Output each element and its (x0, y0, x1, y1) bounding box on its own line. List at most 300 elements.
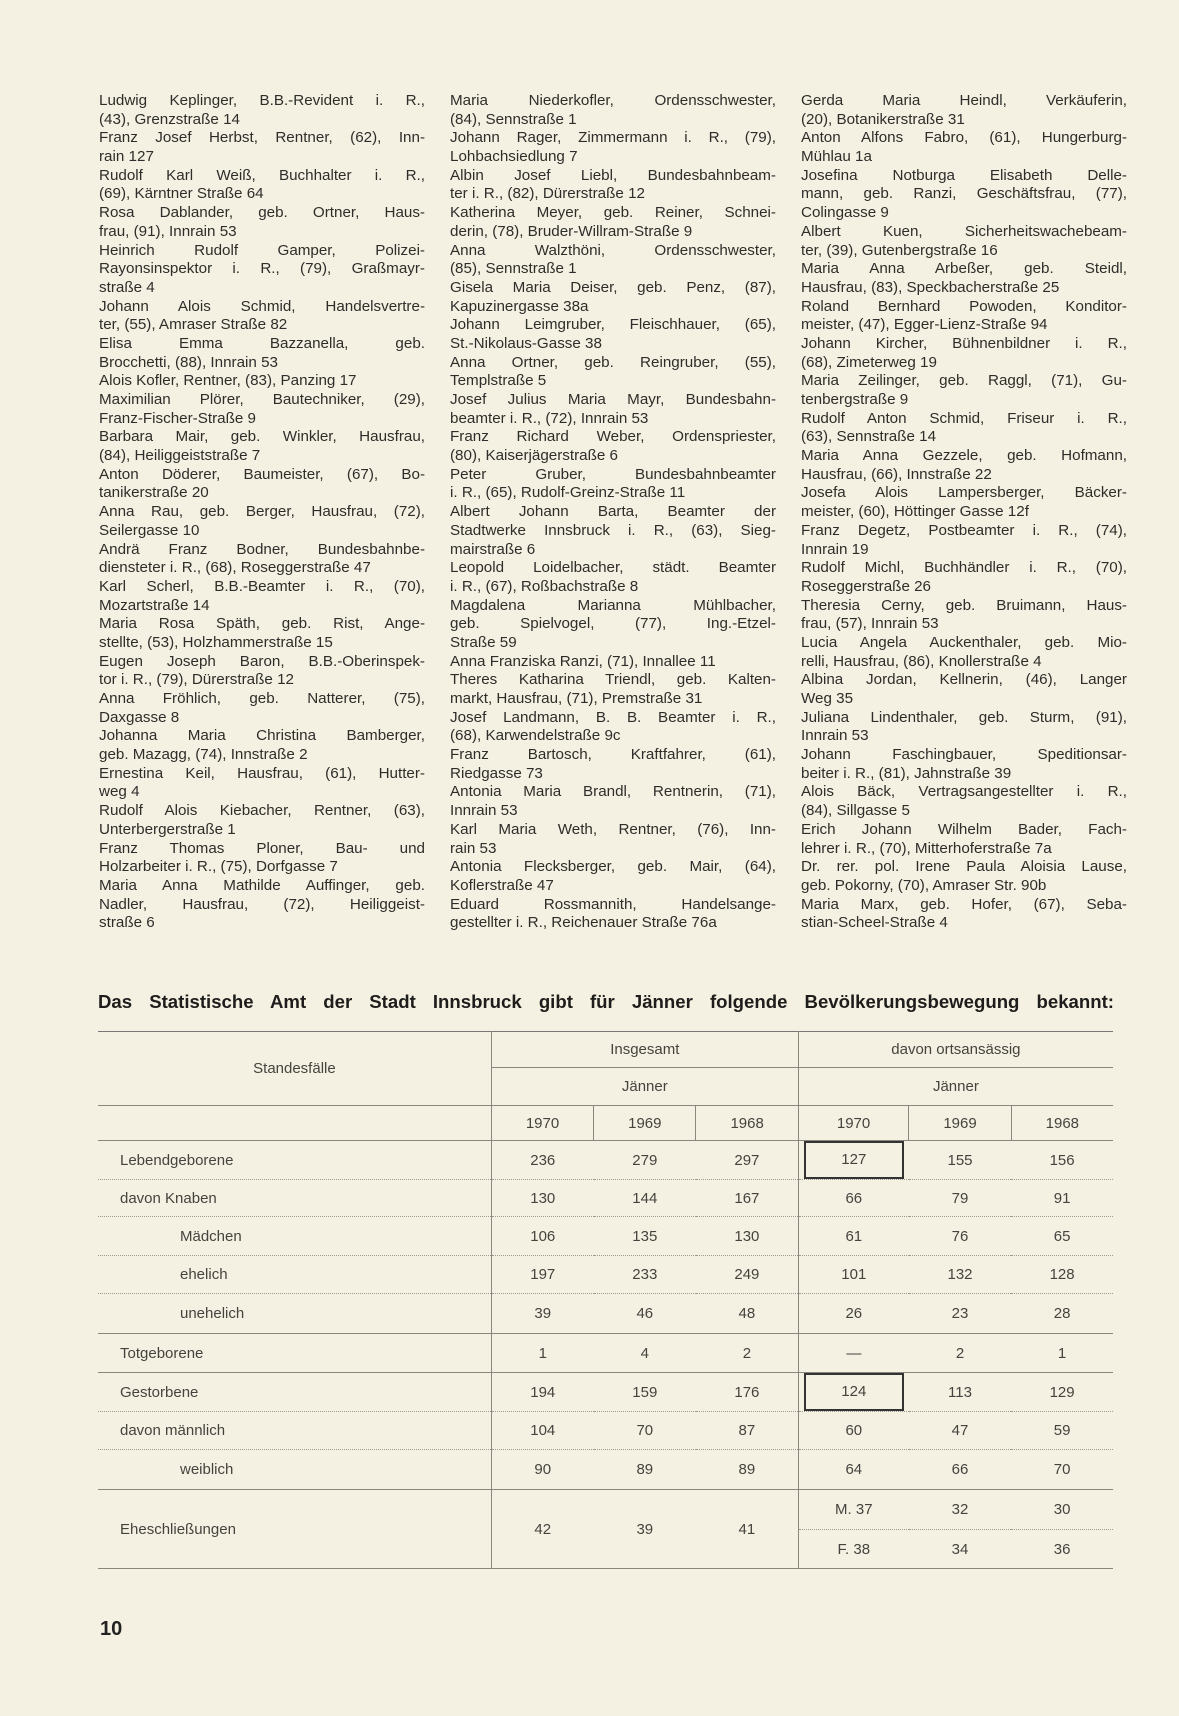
obituary-entry (450, 204, 776, 241)
entry-line: stian-Scheel-Straße 4 (801, 914, 948, 932)
table-row (98, 1334, 1113, 1373)
row-label: davon männlich (98, 1412, 491, 1450)
entry-line: Antonia Maria Brandl, Rentnerin, (71), (450, 783, 776, 801)
obituary-entry (801, 709, 1127, 746)
entry-line: Seilergasse 10 (99, 521, 200, 539)
entry-line: Johanna Maria Christina Bamberger, (99, 727, 425, 745)
entry-line: Eugen Joseph Baron, B.B.-Oberinspek- (99, 652, 425, 670)
row-label: weiblich (98, 1450, 491, 1490)
value-cell: 106 (491, 1217, 593, 1256)
entry-line: Daxgasse 8 (99, 708, 180, 726)
entry-line: Weg 35 (801, 690, 854, 707)
value-cell: 144 (594, 1180, 696, 1217)
entry-line: Maria Zeilinger, geb. Raggl, (71), Gu- (801, 372, 1127, 390)
value-cell: 41 (696, 1490, 798, 1569)
obituary-entry (801, 372, 1127, 409)
value-cell: 64 (798, 1450, 909, 1490)
entry-line: Gerda Maria Heindl, Verkäuferin, (801, 92, 1127, 109)
value-cell: 1 (1011, 1334, 1113, 1373)
entry-line: Antonia Flecksberger, geb. Mair, (64), (450, 858, 776, 876)
obituary-entry (450, 821, 776, 858)
row-label: ehelich (98, 1256, 491, 1294)
value-cell: 2 (909, 1334, 1011, 1373)
entry-line: Franz-Fischer-Straße 9 (99, 409, 256, 427)
entry-line: tanikerstraße 20 (99, 484, 209, 502)
entry-line: Innrain 19 (801, 540, 869, 558)
obituary-entry (99, 204, 425, 241)
obituary-entry (99, 428, 425, 465)
value-cell: 91 (1011, 1180, 1113, 1217)
entry-line: Brocchetti, (88), Innrain 53 (99, 353, 278, 371)
entry-line: Kapuzinergasse 38a (450, 297, 589, 315)
obituary-entry (450, 597, 776, 653)
obituary-entry (801, 92, 1127, 129)
table-row (98, 1412, 1113, 1450)
entry-line: Lohbachsiedlung 7 (450, 148, 578, 166)
obituary-entry (450, 316, 776, 353)
obituary-entry (801, 335, 1127, 372)
obituary-entry (450, 391, 776, 428)
obituary-entry (99, 298, 425, 335)
entry-line: geb. Pokorny, (70), Amraser Str. 90b (801, 876, 1047, 894)
value-cell: 130 (491, 1180, 593, 1217)
entry-line: Koflerstraße 47 (450, 876, 554, 894)
row-label: davon Knaben (98, 1180, 491, 1217)
entry-line: (84), Sennstraße 1 (450, 110, 577, 128)
entry-line: Rudolf Anton Schmid, Friseur i. R., (801, 409, 1127, 427)
entry-line: Roland Bernhard Powoden, Konditor- (801, 297, 1127, 315)
value-cell-female: F. 38 (798, 1530, 909, 1569)
obituary-entry (99, 391, 425, 428)
table-row (98, 1294, 1113, 1334)
entry-line: Hausfrau, (66), Innstraße 22 (801, 465, 992, 483)
entry-line: rain 53 (450, 839, 497, 857)
obituary-entry (801, 223, 1127, 260)
table-row (98, 1490, 1113, 1530)
obituary-entry (450, 466, 776, 503)
entry-line: Rudolf Karl Weiß, Buchhalter i. R., (99, 166, 425, 184)
entry-line: (84), Heiliggeiststraße 7 (99, 447, 261, 465)
value-cell: 47 (909, 1412, 1011, 1450)
population-statistics-table (98, 1031, 1113, 1569)
value-cell: 128 (1011, 1256, 1113, 1294)
entry-line: Mozartstraße 14 (99, 596, 210, 614)
entry-line: ter, (39), Gutenbergstraße 16 (801, 241, 998, 259)
obituary-entry (801, 896, 1127, 933)
entry-line: weg 4 (99, 783, 140, 801)
value-cell: 4 (594, 1334, 696, 1373)
entry-line: stellte, (53), Holzhammerstraße 15 (99, 633, 333, 651)
row-label: Totgeborene (98, 1334, 491, 1373)
value-cell: 194 (491, 1373, 593, 1412)
entry-line: Erich Johann Wilhelm Bader, Fach- (801, 820, 1127, 838)
header-month-total: Jänner (491, 1068, 798, 1106)
obituary-entry (801, 746, 1127, 783)
obituary-entry (801, 129, 1127, 166)
value-cell: 23 (909, 1294, 1011, 1334)
entry-line: Maria Rosa Späth, geb. Rist, Ange- (99, 615, 425, 633)
obituary-entry (99, 129, 425, 166)
entry-line: ter, (55), Amraser Straße 82 (99, 316, 288, 334)
value-cell: 297 (696, 1141, 798, 1180)
entry-line: Templstraße 5 (450, 372, 547, 390)
entry-line: geb. Spielvogel, (77), Ing.-Etzel- (450, 615, 776, 633)
obituary-entry (801, 410, 1127, 447)
table-row (98, 1180, 1113, 1217)
header-year: 1969 (909, 1106, 1011, 1141)
value-cell: 130 (696, 1217, 798, 1256)
entry-line: Franz Josef Herbst, Rentner, (62), Inn- (99, 129, 425, 147)
value-cell: 129 (1011, 1373, 1113, 1412)
entry-line: Ludwig Keplinger, B.B.-Revident i. R., (99, 92, 425, 109)
entry-line: Anna Walzthöni, Ordensschwester, (450, 241, 776, 259)
highlighted-value: 124 (804, 1373, 904, 1411)
value-cell: 39 (594, 1490, 696, 1569)
highlighted-value: 127 (804, 1141, 904, 1179)
entry-line: Anna Franziska Ranzi, (71), Innallee 11 (450, 652, 716, 670)
value-cell: 66 (798, 1180, 909, 1217)
entry-line: Rudolf Alois Kiebacher, Rentner, (63), (99, 802, 425, 820)
entry-line: Anton Döderer, Baumeister, (67), Bo- (99, 465, 425, 483)
obituary-entry (450, 503, 776, 559)
entry-line: Heinrich Rudolf Gamper, Polizei- (99, 241, 425, 259)
entry-line: Maria Niederkofler, Ordensschwester, (450, 92, 776, 109)
entry-line: Juliana Lindenthaler, geb. Sturm, (91), (801, 708, 1127, 726)
table-row (98, 1450, 1113, 1490)
obituary-entry (801, 821, 1127, 858)
entry-line: (43), Grenzstraße 14 (99, 110, 240, 128)
value-cell: 2 (696, 1334, 798, 1373)
entry-line: Josef Landmann, B. B. Beamter i. R., (450, 708, 776, 726)
entry-line: Franz Degetz, Postbeamter i. R., (74), (801, 521, 1127, 539)
header-year: 1969 (594, 1106, 696, 1141)
obituary-entry (450, 858, 776, 895)
entry-line: (69), Kärntner Straße 64 (99, 185, 264, 203)
obituary-entry (99, 466, 425, 503)
obituary-entry (99, 877, 425, 933)
value-cell: 59 (1011, 1412, 1113, 1450)
entry-line: (68), Karwendelstraße 9c (450, 727, 621, 745)
entry-line: Karl Scherl, B.B.-Beamter i. R., (70), (99, 577, 425, 595)
header-ortsansaessig: davon ortsansässig (798, 1032, 1113, 1068)
obituary-entry (99, 242, 425, 298)
entry-line: Lucia Angela Auckenthaler, geb. Mio- (801, 633, 1127, 651)
entry-line: Colingasse 9 (801, 204, 889, 222)
obituary-entry (801, 167, 1127, 223)
value-cell: 89 (594, 1450, 696, 1490)
row-label: Lebendgeborene (98, 1141, 491, 1180)
entry-line: Alois Bäck, Vertragsangestellter i. R., (801, 783, 1127, 801)
value-cell: 79 (909, 1180, 1011, 1217)
entry-line: Albina Jordan, Kellnerin, (46), Langer (801, 671, 1127, 689)
obituary-entry (801, 260, 1127, 297)
obituary-entry (99, 802, 425, 839)
entry-line: Maria Marx, geb. Hofer, (67), Seba- (801, 895, 1127, 913)
value-cell: 101 (798, 1256, 909, 1294)
entry-line: straße 6 (99, 914, 155, 932)
value-cell: 113 (909, 1373, 1011, 1412)
entry-line: Johann Faschingbauer, Speditionsar- (801, 746, 1127, 764)
value-cell-male: M. 37 (798, 1490, 909, 1530)
entry-line: (85), Sennstraße 1 (450, 260, 577, 278)
entry-line: Josef Julius Maria Mayr, Bundesbahn- (450, 391, 776, 408)
value-cell: 167 (696, 1180, 798, 1217)
entry-line: meister, (60), Höttinger Gasse 12f (801, 503, 1029, 521)
obituary-entry (99, 765, 425, 802)
entry-line: Franz Thomas Ploner, Bau- und (99, 839, 425, 857)
entry-line: Johann Alois Schmid, Handelsvertre- (99, 297, 425, 315)
entry-line: Anton Alfons Fabro, (61), Hungerburg- (801, 129, 1127, 147)
entry-line: Ernestina Keil, Hausfrau, (61), Hutter- (99, 764, 425, 782)
row-label: Gestorbene (98, 1373, 491, 1412)
value-cell: 135 (594, 1217, 696, 1256)
value-cell: 159 (594, 1373, 696, 1412)
entry-line: markt, Hausfrau, (71), Premstraße 31 (450, 690, 703, 707)
obituary-entry (450, 92, 776, 129)
entry-line: Peter Gruber, Bundesbahnbeamter (450, 465, 776, 483)
entry-line: Maria Anna Gezzele, geb. Hofmann, (801, 447, 1127, 465)
obituary-column-3 (801, 92, 1127, 933)
value-cell-male: 30 (1011, 1490, 1113, 1530)
obituary-entry (801, 484, 1127, 521)
value-cell: 61 (798, 1217, 909, 1256)
entry-line: tor i. R., (79), Dürerstraße 12 (99, 671, 294, 689)
obituary-entry (450, 783, 776, 820)
entry-line: Rudolf Michl, Buchhändler i. R., (70), (801, 559, 1127, 577)
value-cell: 1 (491, 1334, 593, 1373)
value-cell-female: 36 (1011, 1530, 1113, 1569)
entry-line: (68), Zimeterweg 19 (801, 353, 937, 371)
value-cell: 236 (491, 1141, 593, 1180)
entry-line: Anna Fröhlich, geb. Natterer, (75), (99, 690, 425, 707)
entry-line: tenbergstraße 9 (801, 391, 909, 408)
entry-line: rain 127 (99, 148, 154, 166)
entry-line: Johann Kircher, Bühnenbildner i. R., (801, 334, 1127, 352)
table-row (98, 1217, 1113, 1256)
entry-line: ter i. R., (82), Dürerstraße 12 (450, 185, 645, 203)
obituary-entry (801, 671, 1127, 708)
entry-line: Maria Anna Mathilde Auffinger, geb. (99, 876, 425, 894)
value-cell: 233 (594, 1256, 696, 1294)
value-cell: 48 (696, 1294, 798, 1334)
value-cell: 26 (798, 1294, 909, 1334)
value-cell: 65 (1011, 1217, 1113, 1256)
value-cell: 89 (696, 1450, 798, 1490)
entry-line: Alois Kofler, Rentner, (83), Panzing 17 (99, 372, 357, 390)
obituary-entry (450, 746, 776, 783)
entry-line: (63), Sennstraße 14 (801, 428, 937, 446)
value-cell (798, 1141, 909, 1180)
entry-line: lehrer i. R., (70), Mitterhoferstraße 7a (801, 839, 1052, 857)
entry-line: Rosa Dablander, geb. Ortner, Haus- (99, 204, 425, 222)
entry-line: Maria Anna Arbeßer, geb. Steidl, (801, 260, 1127, 278)
obituary-entry (99, 727, 425, 764)
entry-line: beiter i. R., (81), Jahnstraße 39 (801, 764, 1012, 782)
value-cell: 66 (909, 1450, 1011, 1490)
entry-line: mairstraße 6 (450, 540, 536, 558)
header-insgesamt: Insgesamt (491, 1032, 798, 1068)
entry-line: Gisela Maria Deiser, geb. Penz, (87), (450, 278, 776, 296)
entry-line: meister, (47), Egger-Lienz-Straße 94 (801, 316, 1048, 334)
obituary-entry (801, 298, 1127, 335)
entry-line: Innrain 53 (801, 727, 869, 745)
entry-line: Andrä Franz Bodner, Bundesbahnbe- (99, 540, 425, 558)
obituary-entry (450, 354, 776, 391)
obituary-entry (99, 615, 425, 652)
statistics-title: Das Statistische Amt der Stadt Innsbruck gibt für Jänner folgende Bevölkerungsbewegung bekannt: (98, 991, 1114, 1012)
entry-line: Magdalena Marianna Mühlbacher, (450, 596, 776, 614)
entry-line: beamter i. R., (72), Innrain 53 (450, 409, 649, 427)
entry-line: Innrain 53 (450, 802, 518, 820)
value-cell: 249 (696, 1256, 798, 1294)
entry-line: Theresia Cerny, geb. Bruimann, Haus- (801, 596, 1127, 614)
header-year: 1968 (1011, 1106, 1113, 1141)
entry-line: frau, (57), Innrain 53 (801, 615, 939, 633)
row-label: Mädchen (98, 1217, 491, 1256)
entry-line: Eduard Rossmannith, Handelsange- (450, 895, 776, 913)
header-empty-cell (98, 1106, 491, 1141)
entry-line: Albin Josef Liebl, Bundesbahnbeam- (450, 166, 776, 184)
value-cell: 132 (909, 1256, 1011, 1294)
entry-line: Franz Bartosch, Kraftfahrer, (61), (450, 746, 776, 764)
table-row (98, 1373, 1113, 1412)
value-cell: 156 (1011, 1141, 1113, 1180)
obituary-entry (99, 167, 425, 204)
entry-line: Nadler, Hausfrau, (72), Heiliggeist- (99, 895, 425, 913)
header-standesfaelle: Standesfälle (98, 1032, 491, 1106)
entry-line: i. R., (65), Rudolf-Greinz-Straße 11 (450, 484, 686, 502)
entry-line: Stadtwerke Innsbruck i. R., (63), Sieg- (450, 521, 776, 539)
value-cell: 70 (1011, 1450, 1113, 1490)
value-cell: 197 (491, 1256, 593, 1294)
obituary-entry (99, 541, 425, 578)
entry-line: derin, (78), Bruder-Willram-Straße 9 (450, 222, 693, 240)
entry-line: Leopold Loidelbacher, städt. Beamter (450, 559, 776, 577)
obituary-column-1 (99, 92, 425, 933)
obituary-entry (99, 653, 425, 690)
entry-line: Albert Johann Barta, Beamter der (450, 503, 776, 521)
entry-line: relli, Hausfrau, (86), Knollerstraße 4 (801, 652, 1042, 670)
entry-line: Elisa Emma Bazzanella, geb. (99, 334, 425, 352)
value-cell: — (798, 1334, 909, 1373)
value-cell (798, 1373, 909, 1412)
obituary-entry (99, 372, 425, 391)
obituary-entry (450, 428, 776, 465)
entry-line: straße 4 (99, 278, 155, 296)
row-label: unehelich (98, 1294, 491, 1334)
entry-line: Albert Kuen, Sicherheitswachebeam- (801, 222, 1127, 240)
entry-line: Johann Rager, Zimmermann i. R., (79), (450, 129, 776, 147)
entry-line: Dr. rer. pol. Irene Paula Aloisia Lause, (801, 858, 1127, 876)
obituary-entry (801, 447, 1127, 484)
value-cell: 39 (491, 1294, 593, 1334)
obituary-entry (801, 522, 1127, 559)
value-cell-male: 32 (909, 1490, 1011, 1530)
value-cell: 155 (909, 1141, 1011, 1180)
entry-line: gestellter i. R., Reichenauer Straße 76a (450, 914, 717, 932)
entry-line: geb. Mazagg, (74), Innstraße 2 (99, 746, 308, 764)
entry-line: Barbara Mair, geb. Winkler, Hausfrau, (99, 428, 425, 446)
entry-line: Josefa Alois Lampersberger, Bäcker- (801, 484, 1127, 502)
entry-line: Anna Ortner, geb. Reingruber, (55), (450, 353, 776, 371)
table-row (98, 1256, 1113, 1294)
entry-line: Josefina Notburga Elisabeth Delle- (801, 166, 1127, 184)
value-cell: 60 (798, 1412, 909, 1450)
obituary-entry (99, 578, 425, 615)
entry-line: Katherina Meyer, geb. Reiner, Schnei- (450, 204, 776, 222)
row-label: Eheschließungen (98, 1490, 491, 1569)
header-year: 1968 (696, 1106, 798, 1141)
entry-line: Hausfrau, (83), Speckbacherstraße 25 (801, 278, 1060, 296)
entry-line: (80), Kaiserjägerstraße 6 (450, 447, 618, 465)
page-number: 10 (100, 1618, 123, 1640)
obituary-entry (450, 653, 776, 672)
value-cell: 46 (594, 1294, 696, 1334)
value-cell: 90 (491, 1450, 593, 1490)
table-row (98, 1141, 1113, 1180)
entry-line: (84), Sillgasse 5 (801, 802, 910, 820)
obituary-entry (450, 559, 776, 596)
obituary-entry (801, 559, 1127, 596)
obituary-entry (99, 690, 425, 727)
entry-line: Johann Leimgruber, Fleischhauer, (65), (450, 316, 776, 334)
header-year: 1970 (491, 1106, 593, 1141)
obituary-column-2 (450, 92, 776, 933)
value-cell: 176 (696, 1373, 798, 1412)
obituary-entry (801, 858, 1127, 895)
entry-line: Holzarbeiter i. R., (75), Dorfgasse 7 (99, 858, 338, 876)
entry-line: Riedgasse 73 (450, 764, 543, 782)
obituary-entry (99, 335, 425, 372)
value-cell: 42 (491, 1490, 593, 1569)
value-cell: 70 (594, 1412, 696, 1450)
obituary-entry (450, 129, 776, 166)
entry-line: frau, (91), Innrain 53 (99, 222, 237, 240)
entry-line: Straße 59 (450, 633, 517, 651)
obituary-entry (801, 634, 1127, 671)
entry-line: Franz Richard Weber, Ordenspriester, (450, 428, 776, 446)
value-cell: 28 (1011, 1294, 1113, 1334)
obituary-entry (450, 709, 776, 746)
entry-line: Rayonsinspektor i. R., (79), Graßmayr- (99, 260, 425, 278)
value-cell-female: 34 (909, 1530, 1011, 1569)
entry-line: i. R., (67), Roßbachstraße 8 (450, 577, 639, 595)
obituary-entry (99, 840, 425, 877)
entry-line: Mühlau 1a (801, 148, 872, 166)
value-cell: 104 (491, 1412, 593, 1450)
obituary-entry (450, 242, 776, 279)
entry-line: Theres Katharina Triendl, geb. Kalten- (450, 671, 776, 689)
obituary-entry (801, 597, 1127, 634)
entry-line: Anna Rau, geb. Berger, Hausfrau, (72), (99, 503, 425, 521)
entry-line: Maximilian Plörer, Bautechniker, (29), (99, 391, 425, 408)
entry-line: Roseggerstraße 26 (801, 577, 932, 595)
entry-line: Karl Maria Weth, Rentner, (76), Inn- (450, 820, 776, 838)
value-cell: 87 (696, 1412, 798, 1450)
obituary-entry (99, 503, 425, 540)
obituary-entry (450, 279, 776, 316)
header-month-local: Jänner (798, 1068, 1113, 1106)
obituary-entry (801, 783, 1127, 820)
entry-line: (20), Botanikerstraße 31 (801, 110, 965, 128)
obituary-entry (450, 167, 776, 204)
obituary-entry (99, 92, 425, 129)
entry-line: Unterbergerstraße 1 (99, 820, 236, 838)
obituary-entry (450, 671, 776, 708)
header-year: 1970 (798, 1106, 909, 1141)
obituary-entry (450, 896, 776, 933)
entry-line: mann, geb. Ranzi, Geschäftsfrau, (77), (801, 185, 1127, 203)
